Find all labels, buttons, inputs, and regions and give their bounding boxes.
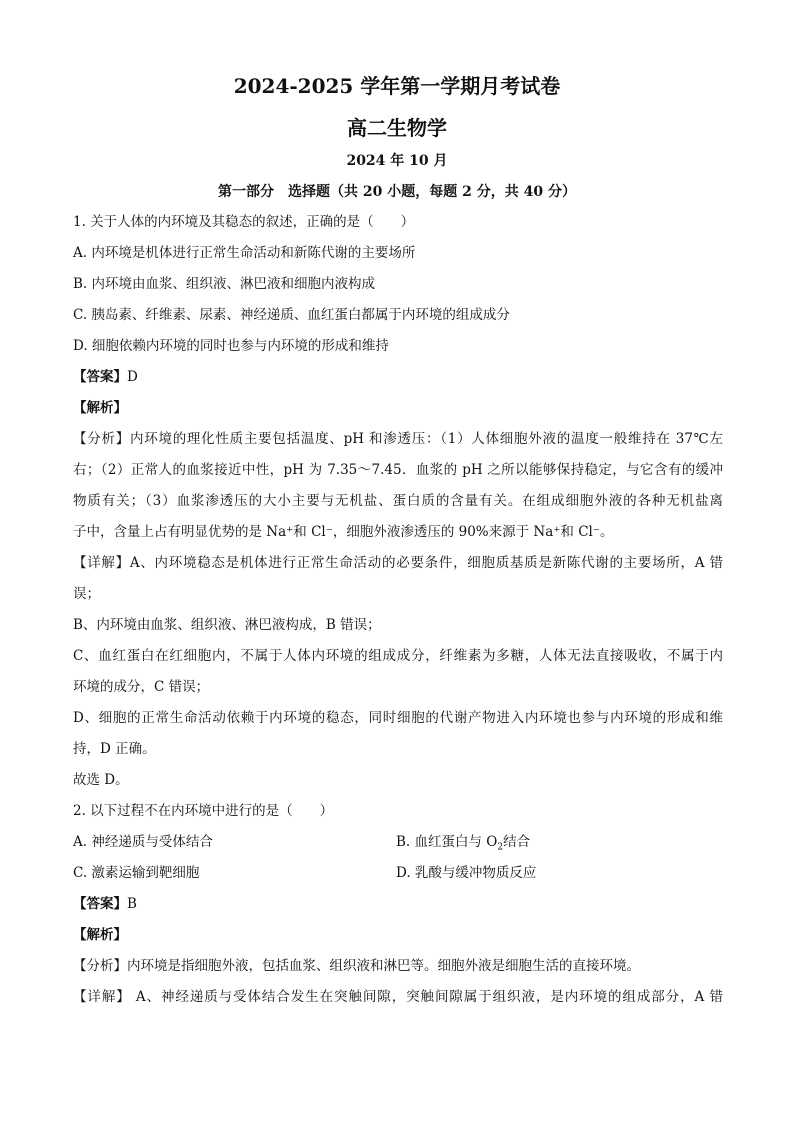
q1-xiangjie-line: 【详解】A、内环境稳态是机体进行正常生命活动的必要条件，细胞质基质是新陈代谢的主要场所，A 错: [73, 555, 723, 571]
q1-fenxi-line: 【分析】内环境的理化性质主要包括温度、pH 和渗透压：（1）人体细胞外液的温度一般维持在 37℃左: [73, 431, 723, 447]
q1-option-d: D. 细胞依赖内环境的同时也参与内环境的形成和维持: [73, 338, 389, 354]
q1-xiangjie-line: B、内环境由血浆、组织液、淋巴液构成，B 错误；: [73, 617, 381, 633]
q2-options-row-1: [73, 832, 723, 852]
q1-xiangjie-line: 环境的成分，C 错误；: [73, 679, 210, 695]
q1-stem: 1. 关于人体的内环境及其稳态的叙述，正确的是（ ）: [73, 214, 415, 230]
q2-option-b-text-end: 结合: [503, 834, 531, 850]
q2-stem: 2. 以下过程不在内环境中进行的是（ ）: [73, 803, 334, 819]
q2-options-row-2: [73, 863, 723, 883]
q2-option-b-text: B. 血红蛋白与 O: [396, 834, 498, 850]
q1-answer: [73, 367, 723, 387]
subject-title: 高二生物学: [347, 116, 447, 140]
q2-option-d: D. 乳酸与缓冲物质反应: [396, 865, 537, 881]
q1-analysis-tag: 【解析】: [73, 400, 127, 416]
q1-option-c: C. 胰岛素、纤维素、尿素、神经递质、血红蛋白都属于内环境的组成成分: [73, 307, 510, 323]
q1-fenxi-line: 物质有关；（3）血浆渗透压的大小主要与无机盐、蛋白质的含量有关。在组成细胞外液的各种无机盐离: [73, 493, 723, 509]
q1-xiangjie-line: C、血红蛋白在红细胞内，不属于人体内环境的组成成分，纤维素为多糖，人体无法直接吸收，不属于内: [73, 648, 723, 664]
q1-xiangjie-line: 持，D 正确。: [73, 741, 156, 757]
q1-xiangjie-line: 误；: [73, 586, 100, 602]
q2-option-a: A. 神经递质与受体结合: [73, 834, 213, 850]
q2-xiangjie: 【详解】 A、神经递质与受体结合发生在突触间隙，突触间隙属于组织液，是内环境的组成部分，A 错: [73, 989, 723, 1005]
q2-answer: [73, 894, 723, 914]
q1-option-a: A. 内环境是机体进行正常生命活动和新陈代谢的主要场所: [73, 245, 416, 261]
q1-fenxi-line: 子中，含量上占有明显优势的是 Na⁺和 Cl⁻，细胞外液渗透压的 90%来源于 Na⁺和 Cl⁻。: [73, 524, 614, 540]
answer-tag: 【答案】: [73, 896, 127, 912]
q1-fenxi-line: 右；（2）正常人的血浆接近中性，pH 为 7.35～7.45．血浆的 pH 之所以能够保持稳定，与它含有的缓冲: [73, 462, 723, 478]
q2-fenxi: 【分析】内环境是指细胞外液，包括血浆、组织液和淋巴等。细胞外液是细胞生活的直接环境。: [73, 958, 640, 974]
q2-option-b: [396, 832, 530, 858]
q2-option-c: C. 激素运输到靶细胞: [73, 865, 200, 881]
answer-value: D: [127, 369, 138, 385]
q2-analysis-tag: 【解析】: [73, 927, 127, 943]
exam-title: 2024-2025 学年第一学期月考试卷: [233, 74, 561, 98]
q1-xiangjie-line: 故选 D。: [73, 772, 129, 788]
q1-option-b: B. 内环境由血浆、组织液、淋巴液和细胞内液构成: [73, 276, 376, 292]
answer-value: B: [127, 896, 137, 912]
section-heading: 第一部分 选择题（共 20 小题，每题 2 分，共 40 分）: [218, 184, 576, 200]
answer-tag: 【答案】: [73, 369, 127, 385]
exam-date: 2024 年 10 月: [346, 153, 448, 169]
q1-xiangjie-line: D、细胞的正常生命活动依赖于内环境的稳态，同时细胞的代谢产物进入内环境也参与内环境的形成和维: [73, 710, 723, 726]
q2-option-b-subscript: 2: [497, 842, 504, 853]
